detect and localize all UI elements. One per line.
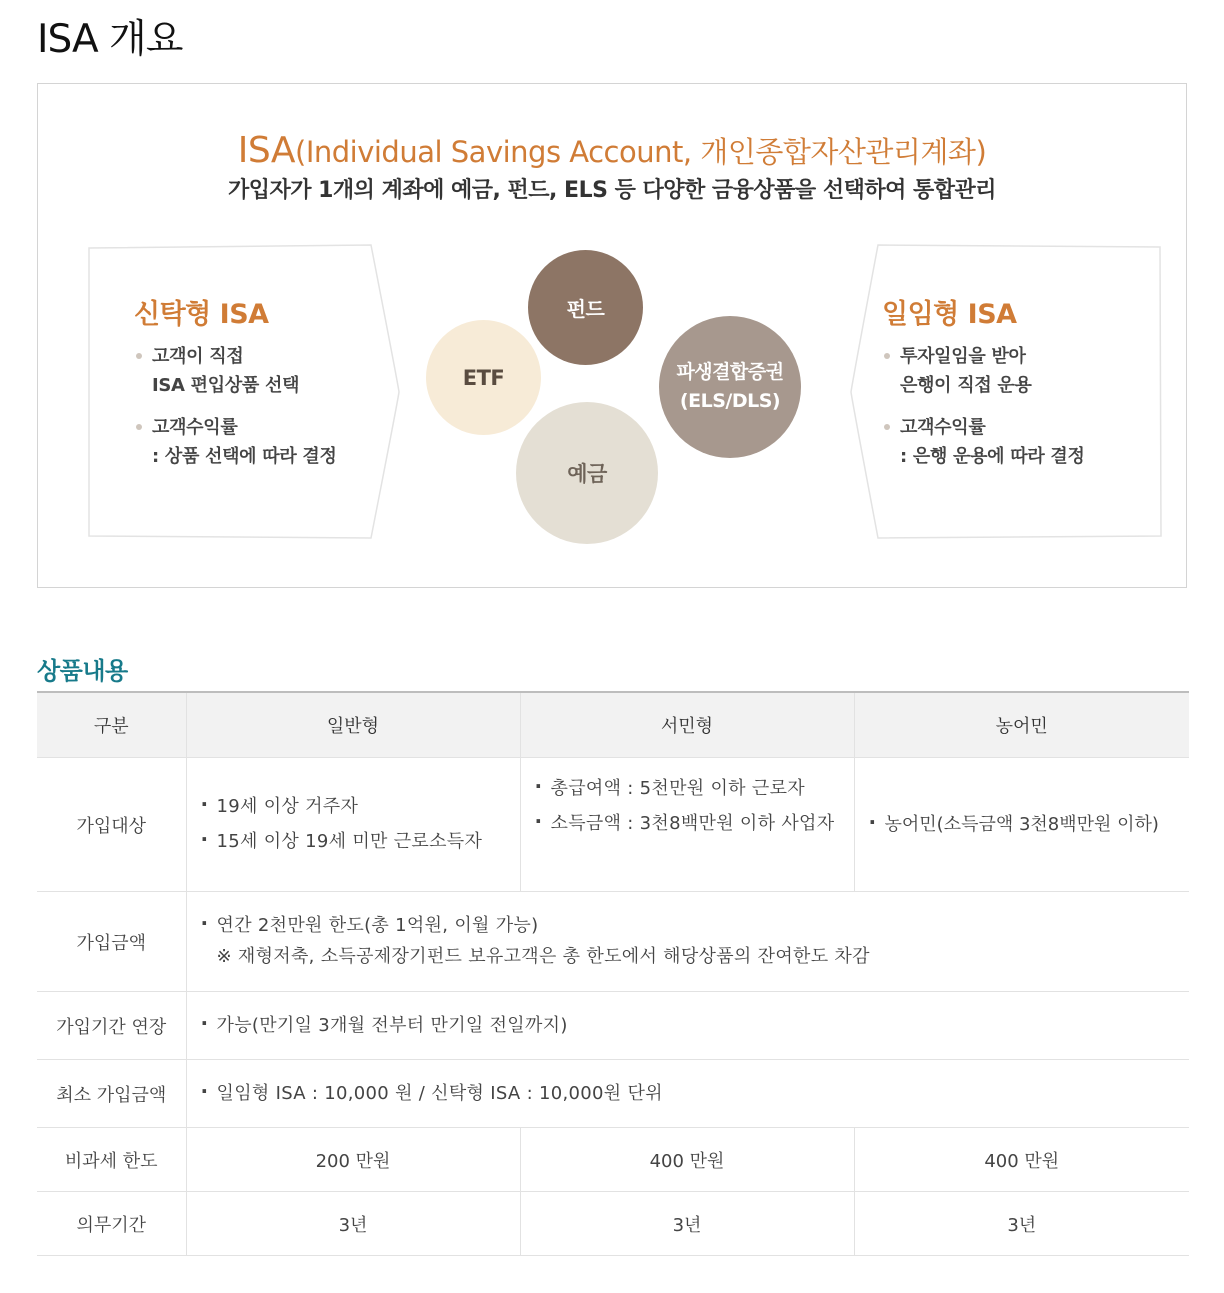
els-dls-circle	[659, 316, 801, 458]
list-item	[136, 342, 337, 400]
bullet-list	[855, 810, 1190, 840]
row-header: 의무기간	[37, 1192, 186, 1256]
list-item: · 총급여액 : 5천만원 이하 근로자	[535, 774, 854, 804]
row-header: 가입대상	[37, 758, 186, 892]
product-table	[37, 691, 1189, 1256]
table-row	[37, 1128, 1189, 1192]
trust-isa-panel	[88, 244, 400, 539]
table-header-row	[37, 692, 1189, 758]
list-item: · 농어민(소득금액 3천8백만원 이하)	[869, 810, 1190, 840]
table-cell	[186, 758, 520, 892]
list-item-line: 은행이 직접 운용	[900, 375, 1032, 396]
list-item-line: 고객수익률	[152, 417, 238, 438]
isa-overview-diagram	[37, 83, 1187, 588]
bullet-list	[521, 774, 854, 839]
table-cell: 400 만원	[520, 1128, 854, 1192]
row-header: 비과세 한도	[37, 1128, 186, 1192]
row-header: 가입금액	[37, 892, 186, 992]
bullet-list	[187, 911, 1190, 941]
els-dls-sublabel: (ELS/DLS)	[679, 390, 781, 412]
trust-isa-title: 신탁형 ISA	[134, 299, 269, 330]
overview-title-abbr: ISA	[237, 130, 295, 171]
list-item: · 일임형 ISA : 10,000 원 / 신탁형 ISA : 10,000원 단위	[201, 1079, 1190, 1109]
list-item-line: 투자일임을 받아	[900, 346, 1026, 367]
list-item	[884, 413, 1085, 471]
table-row	[37, 992, 1189, 1060]
list-item: · 19세 이상 거주자	[201, 792, 520, 822]
trust-isa-list	[136, 342, 337, 484]
list-item-line: : 상품 선택에 따라 결정	[152, 446, 337, 467]
discretionary-isa-panel	[850, 244, 1162, 539]
list-item	[884, 342, 1085, 400]
column-header: 일반형	[186, 692, 520, 758]
table-row	[37, 1060, 1189, 1128]
bullet-list	[187, 1011, 1190, 1041]
list-item: · 가능(만기일 3개월 전부터 만기일 전일까지)	[201, 1011, 1190, 1041]
list-item: · 연간 2천만원 한도(총 1억원, 이월 가능)	[201, 911, 1190, 941]
list-item-line: 고객이 직접	[152, 346, 244, 367]
column-header: 농어민	[854, 692, 1189, 758]
row-header: 최소 가입금액	[37, 1060, 186, 1128]
table-row	[37, 892, 1189, 992]
row-header: 가입기간 연장	[37, 992, 186, 1060]
overview-title-full: (Individual Savings Account, 개인종합자산관리계좌)	[295, 135, 987, 169]
table-cell	[520, 758, 854, 892]
list-item	[136, 413, 337, 471]
table-cell	[186, 992, 1189, 1060]
table-cell: 400 만원	[854, 1128, 1189, 1192]
table-cell: 200 만원	[186, 1128, 520, 1192]
bullet-list	[187, 1079, 1190, 1109]
table-cell: 3년	[186, 1192, 520, 1256]
table-cell: 3년	[854, 1192, 1189, 1256]
table-cell	[186, 892, 1189, 992]
discretionary-isa-list	[884, 342, 1085, 484]
overview-subtitle: 가입자가 1개의 계좌에 예금, 펀드, ELS 등 다양한 금융상품을 선택하여 통합관리	[227, 178, 997, 203]
table-row	[37, 758, 1189, 892]
els-dls-label: 파생결합증권	[676, 361, 784, 383]
column-header: 서민형	[520, 692, 854, 758]
discretionary-isa-title: 일임형 ISA	[882, 299, 1017, 330]
column-header: 구분	[37, 692, 186, 758]
table-cell: 3년	[520, 1192, 854, 1256]
fund-circle: 펀드	[528, 250, 643, 365]
etf-circle: ETF	[426, 320, 541, 435]
page-title: ISA 개요	[37, 17, 183, 62]
bullet-list	[187, 792, 520, 857]
list-item: · 15세 이상 19세 미만 근로소득자	[201, 827, 520, 857]
amount-note: ※ 재형저축, 소득공제장기펀드 보유고객은 총 한도에서 해당상품의 잔여한도 차감	[216, 945, 870, 967]
list-item: · 소득금액 : 3천8백만원 이하 사업자	[535, 809, 854, 839]
table-cell	[186, 1060, 1189, 1128]
overview-title	[38, 130, 1186, 171]
deposit-circle: 예금	[516, 402, 658, 544]
table-cell	[854, 758, 1189, 892]
table-row	[37, 1192, 1189, 1256]
section-title: 상품내용	[37, 657, 128, 685]
list-item-line: ISA 편입상품 선택	[152, 375, 300, 396]
list-item-line: : 은행 운용에 따라 결정	[900, 446, 1085, 467]
list-item-line: 고객수익률	[900, 417, 986, 438]
